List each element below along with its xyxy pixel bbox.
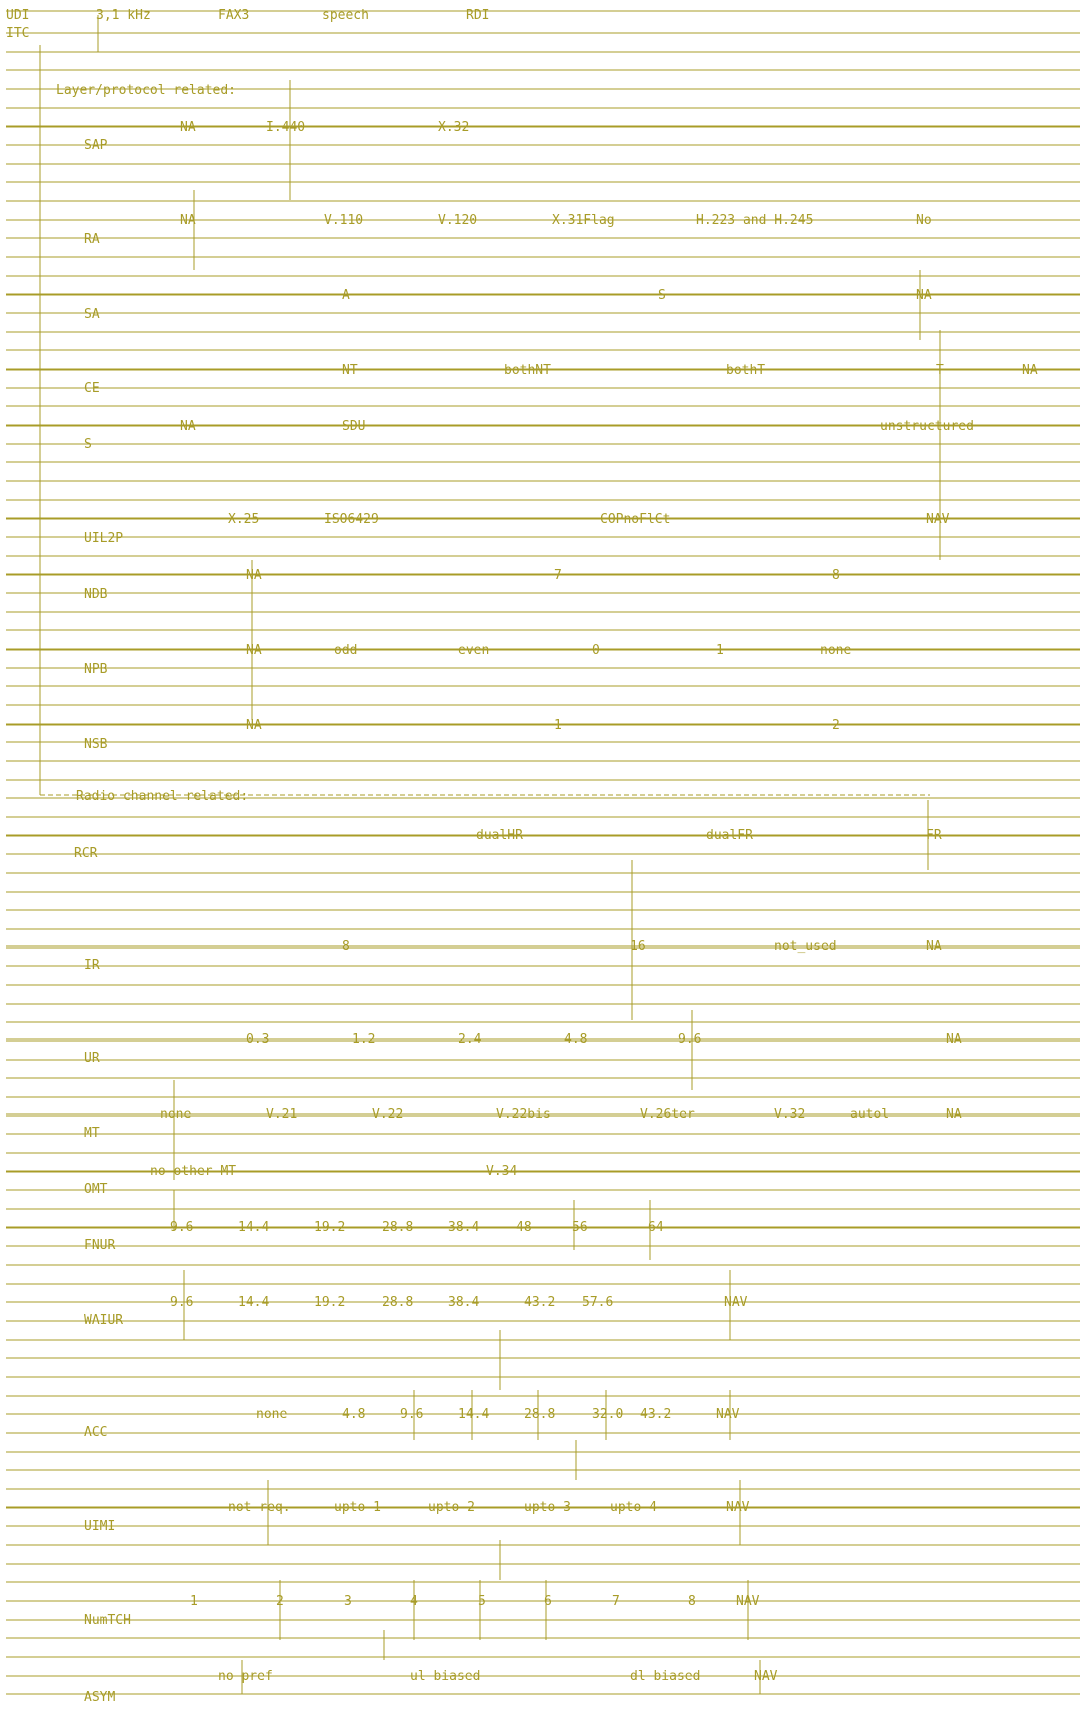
ur-value: 9.6 <box>678 1032 702 1047</box>
uil2p-value: COPnoFlCt <box>600 512 671 527</box>
s-value: SDU <box>342 419 366 434</box>
param-label-waiur: WAIUR <box>84 1313 124 1328</box>
mt-value: V.26ter <box>640 1107 695 1122</box>
waiur-value: 57.6 <box>582 1295 614 1310</box>
uil2p-value: ISO6429 <box>324 512 379 527</box>
numtch-value: 4 <box>410 1594 418 1609</box>
acc-value: 9.6 <box>400 1407 424 1422</box>
npb-value: none <box>820 643 852 658</box>
ra-value: No <box>916 213 932 228</box>
rcr-value: dualFR <box>706 828 753 843</box>
itc-value-rdi: RDI <box>466 8 490 23</box>
omt-value: no other MT <box>150 1164 237 1179</box>
sap-value: X.32 <box>438 120 470 135</box>
fnur-value: 48 <box>516 1220 532 1235</box>
param-label-mt: MT <box>84 1126 100 1141</box>
param-label-fnur: FNUR <box>84 1238 116 1253</box>
ur-value: 0.3 <box>246 1032 270 1047</box>
mt-value: autol <box>850 1107 890 1122</box>
sap-value: I.440 <box>266 120 306 135</box>
connector-lines <box>6 11 1080 1694</box>
mt-value: none <box>160 1107 192 1122</box>
s-value: NA <box>180 419 196 434</box>
itc-value-3-1khz: 3,1 kHz <box>96 8 151 23</box>
ir-value: 8 <box>342 939 350 954</box>
acc-value: 43.2 <box>640 1407 672 1422</box>
param-label-rcr: RCR <box>74 846 98 861</box>
acc-value: 28.8 <box>524 1407 556 1422</box>
ndb-value: NA <box>246 568 262 583</box>
ra-value: NA <box>180 213 196 228</box>
uimi-value: not req. <box>228 1500 291 1515</box>
param-label-s: S <box>84 437 92 452</box>
itc-value-speech: speech <box>322 8 369 23</box>
npb-value: 0 <box>592 643 600 658</box>
ur-value: NA <box>946 1032 962 1047</box>
ce-value: T <box>936 363 944 378</box>
nsb-value: 2 <box>832 718 840 733</box>
npb-value: 1 <box>716 643 724 658</box>
itc-label: ITC <box>6 26 30 41</box>
acc-value: 4.8 <box>342 1407 366 1422</box>
waiur-value: 19.2 <box>314 1295 346 1310</box>
acc-value: NAV <box>716 1407 740 1422</box>
param-label-uil2p: UIL2P <box>84 531 124 546</box>
param-label-sap: SAP <box>84 138 108 153</box>
ir-value: not_used <box>774 939 837 954</box>
fnur-value: 9.6 <box>170 1220 194 1235</box>
fnur-value: 14.4 <box>238 1220 270 1235</box>
numtch-value: NAV <box>736 1594 760 1609</box>
ir-value: 16 <box>630 939 646 954</box>
sa-value: A <box>342 288 350 303</box>
param-label-uimi: UIMI <box>84 1519 116 1534</box>
numtch-value: 6 <box>544 1594 552 1609</box>
ra-value: V.120 <box>438 213 478 228</box>
waiur-value: 14.4 <box>238 1295 270 1310</box>
param-label-acc: ACC <box>84 1425 108 1440</box>
rcr-value: FR <box>926 828 942 843</box>
mt-value: V.21 <box>266 1107 298 1122</box>
uimi-value: NAV <box>726 1500 750 1515</box>
uimi-value: upto 1 <box>334 1500 381 1515</box>
asym-value: no pref <box>218 1669 273 1684</box>
ra-value: H.223 and H.245 <box>696 213 814 228</box>
itc-value-udi: UDI <box>6 8 30 23</box>
param-label-numtch: NumTCH <box>84 1613 131 1628</box>
fnur-value: 19.2 <box>314 1220 346 1235</box>
fnur-value: 28.8 <box>382 1220 414 1235</box>
ur-value: 2.4 <box>458 1032 482 1047</box>
acc-value: 32.0 <box>592 1407 624 1422</box>
ra-value: X.31Flag <box>552 213 615 228</box>
s-value: unstructured <box>880 419 974 434</box>
sa-value: S <box>658 288 666 303</box>
asym-value: NAV <box>754 1669 778 1684</box>
fnur-value: 64 <box>648 1220 664 1235</box>
npb-value: NA <box>246 643 262 658</box>
numtch-value: 1 <box>190 1594 198 1609</box>
param-label-ur: UR <box>84 1051 100 1066</box>
waiur-value: 43.2 <box>524 1295 556 1310</box>
uimi-value: upto 3 <box>524 1500 571 1515</box>
param-label-ndb: NDB <box>84 587 108 602</box>
param-label-npb: NPB <box>84 662 108 677</box>
sap-value: NA <box>180 120 196 135</box>
uil2p-value: NAV <box>926 512 950 527</box>
param-label-asym: ASYM <box>84 1690 116 1705</box>
itc-value-fax3: FAX3 <box>218 8 250 23</box>
waiur-value: 9.6 <box>170 1295 194 1310</box>
ur-value: 4.8 <box>564 1032 588 1047</box>
ce-value: bothT <box>726 363 766 378</box>
param-label-nsb: NSB <box>84 737 108 752</box>
mt-value: V.22 <box>372 1107 404 1122</box>
param-label-ra: RA <box>84 232 100 247</box>
ndb-value: 7 <box>554 568 562 583</box>
uil2p-value: X.25 <box>228 512 260 527</box>
nsb-value: 1 <box>554 718 562 733</box>
ce-value: NT <box>342 363 358 378</box>
mt-value: V.22bis <box>496 1107 551 1122</box>
ra-value: V.110 <box>324 213 364 228</box>
uimi-value: upto 4 <box>610 1500 657 1515</box>
ur-value: 1.2 <box>352 1032 376 1047</box>
numtch-value: 2 <box>276 1594 284 1609</box>
waiur-value: 28.8 <box>382 1295 414 1310</box>
ir-value: NA <box>926 939 942 954</box>
numtch-value: 3 <box>344 1594 352 1609</box>
omt-value: V.34 <box>486 1164 518 1179</box>
param-label-ir: IR <box>84 958 100 973</box>
diagram-labels <box>6 8 1038 1705</box>
rcr-value: dualHR <box>476 828 523 843</box>
radio-channel-heading: Radio channel related: <box>76 789 249 804</box>
uimi-value: upto 2 <box>428 1500 475 1515</box>
ce-value: NA <box>1022 363 1038 378</box>
fnur-value: 38.4 <box>448 1220 480 1235</box>
param-label-sa: SA <box>84 307 100 322</box>
numtch-value: 8 <box>688 1594 696 1609</box>
ce-value: bothNT <box>504 363 551 378</box>
sa-value: NA <box>916 288 932 303</box>
param-label-ce: CE <box>84 381 100 396</box>
asym-value: dl biased <box>630 1669 701 1684</box>
layer-protocol-heading: Layer/protocol related: <box>56 83 237 98</box>
ndb-value: 8 <box>832 568 840 583</box>
acc-value: none <box>256 1407 288 1422</box>
numtch-value: 7 <box>612 1594 620 1609</box>
waiur-value: NAV <box>724 1295 748 1310</box>
asym-value: ul biased <box>410 1669 481 1684</box>
mt-value: V.32 <box>774 1107 806 1122</box>
waiur-value: 38.4 <box>448 1295 480 1310</box>
npb-value: odd <box>334 643 358 658</box>
param-label-omt: OMT <box>84 1182 108 1197</box>
mt-value: NA <box>946 1107 962 1122</box>
acc-value: 14.4 <box>458 1407 490 1422</box>
nsb-value: NA <box>246 718 262 733</box>
fnur-value: 56 <box>572 1220 588 1235</box>
npb-value: even <box>458 643 490 658</box>
numtch-value: 5 <box>478 1594 486 1609</box>
